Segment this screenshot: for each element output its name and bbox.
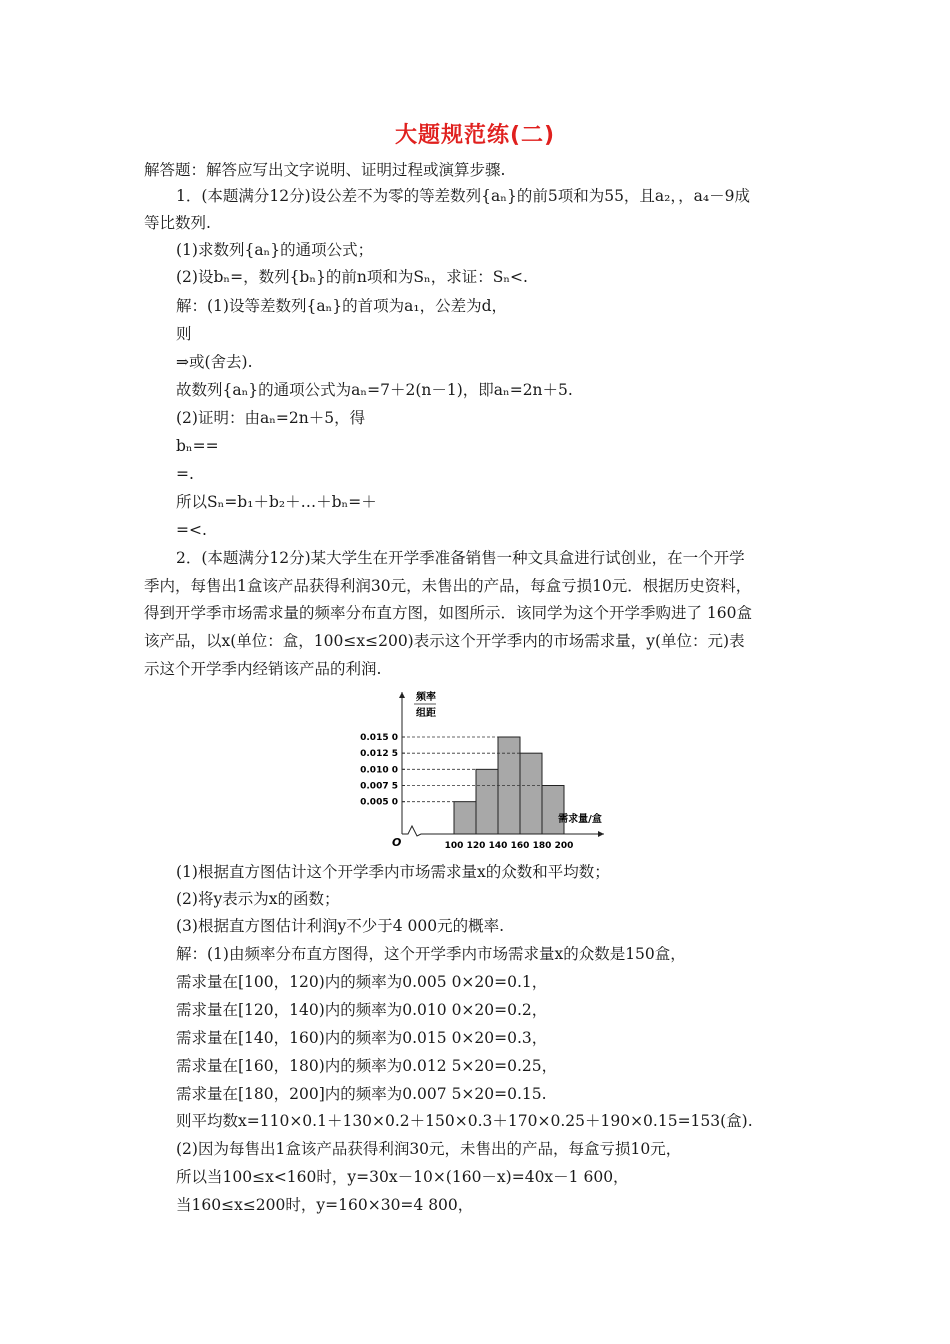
problem1-statement-cont: 等比数列. — [144, 214, 211, 232]
x-tick-label: 100 — [444, 841, 464, 851]
x-tick-label: 200 — [554, 841, 574, 851]
problem1-part1: (1)求数列{aₙ}的通项公式； — [176, 241, 374, 259]
histogram-bar — [520, 753, 542, 834]
problem1-statement: 1．(本题满分12分)设公差不为零的等差数列{aₙ}的前5项和为55，且a₂，，a₄－9成 — [176, 187, 750, 205]
problem1-part2: (2)设bₙ=，数列{bₙ}的前n项和为Sₙ，求证：Sₙ<. — [176, 268, 528, 286]
solution1-line: =<. — [176, 521, 207, 539]
solution1-line: 则 — [176, 325, 192, 343]
solution1-line: =. — [176, 465, 194, 483]
page-title: 大题规范练(二) — [394, 123, 556, 148]
solution1-line: 故数列{aₙ}的通项公式为aₙ=7＋2(n－1)，即aₙ=2n＋5. — [176, 381, 573, 399]
y-tick-label: 0.010 0 — [360, 765, 398, 776]
y-axis-label-top: 频率 — [416, 692, 436, 703]
histogram-bar — [454, 802, 476, 834]
solution1-line: ⇒或(舍去). — [176, 353, 253, 371]
solution1-line: (2)证明：由aₙ=2n＋5，得 — [176, 409, 366, 427]
instruction-line: 解答题：解答应写出文字说明、证明过程或演算步骤. — [144, 161, 506, 179]
x-axis-arrow — [598, 831, 604, 837]
x-tick-label: 140 — [488, 841, 508, 851]
solution2-line: 则平均数x=110×0.1＋130×0.2＋150×0.3＋170×0.25＋190×0.15=153(盒). — [176, 1112, 753, 1130]
y-axis-label-bottom: 组距 — [416, 708, 436, 719]
solution2-line: 需求量在[100，120)内的频率为0.005 0×20=0.1， — [176, 973, 548, 991]
x-tick-label: 160 — [510, 841, 530, 851]
problem2-statement: 2．(本题满分12分)某大学生在开学季准备销售一种文具盒进行试创业，在一个开学 — [176, 549, 745, 567]
problem2-statement-cont: 示这个开学季内经销该产品的利润. — [144, 660, 382, 678]
solution2-line: 需求量在[160，180)内的频率为0.012 5×20=0.25， — [176, 1057, 558, 1075]
frequency-histogram — [350, 684, 610, 854]
x-tick-label: 180 — [532, 841, 552, 851]
x-axis-label: 需求量/盒 — [558, 814, 602, 825]
solution2-line: 当160≤x≤200时，y=160×30=4 800， — [176, 1196, 474, 1214]
y-tick-label: 0.015 0 — [360, 733, 398, 743]
problem2-part2: (2)将y表示为x的函数； — [176, 890, 340, 908]
problem2-part1: (1)根据直方图估计这个开学季内市场需求量x的众数和平均数； — [176, 863, 610, 881]
solution1-line: 解：(1)设等差数列{aₙ}的首项为a₁，公差为d， — [176, 297, 508, 315]
problem2-statement-cont: 季内，每售出1盒该产品获得利润30元，未售出的产品，每盒亏损10元．根据历史资料， — [144, 577, 752, 595]
solution2-line: 解：(1)由频率分布直方图得，这个开学季内市场需求量x的众数是150盒， — [176, 945, 686, 963]
y-tick-label: 0.012 5 — [360, 749, 398, 760]
y-axis-arrow — [399, 692, 405, 698]
x-tick-label: 120 — [466, 841, 486, 851]
solution1-line: bₙ== — [176, 437, 219, 455]
solution1-line: 所以Sₙ=b₁＋b₂＋…＋bₙ=＋ — [176, 493, 377, 511]
solution2-line: 需求量在[140，160)内的频率为0.015 0×20=0.3， — [176, 1029, 548, 1047]
histogram-bar — [476, 769, 498, 834]
solution2-line: (2)因为每售出1盒该产品获得利润30元，未售出的产品，每盒亏损10元， — [176, 1140, 682, 1158]
origin-label: O — [392, 836, 402, 849]
solution2-line: 需求量在[180，200]内的频率为0.007 5×20=0.15. — [176, 1085, 547, 1103]
problem2-statement-cont: 该产品，以x(单位：盒，100≤x≤200)表示这个开学季内的市场需求量，y(单位：元)表 — [144, 632, 745, 650]
problem2-part3: (3)根据直方图估计利润y不少于4 000元的概率. — [176, 917, 505, 935]
y-tick-label: 0.005 0 — [360, 797, 398, 808]
problem2-statement-cont: 得到开学季市场需求量的频率分布直方图，如图所示．该同学为这个开学季购进了 160盒 — [144, 604, 753, 622]
solution2-line: 需求量在[120，140)内的频率为0.010 0×20=0.2， — [176, 1001, 548, 1019]
histogram-bar — [542, 786, 564, 835]
solution2-line: 所以当100≤x<160时，y=30x－10×(160－x)=40x－1 600， — [176, 1168, 629, 1186]
y-tick-label: 0.007 5 — [360, 781, 398, 792]
